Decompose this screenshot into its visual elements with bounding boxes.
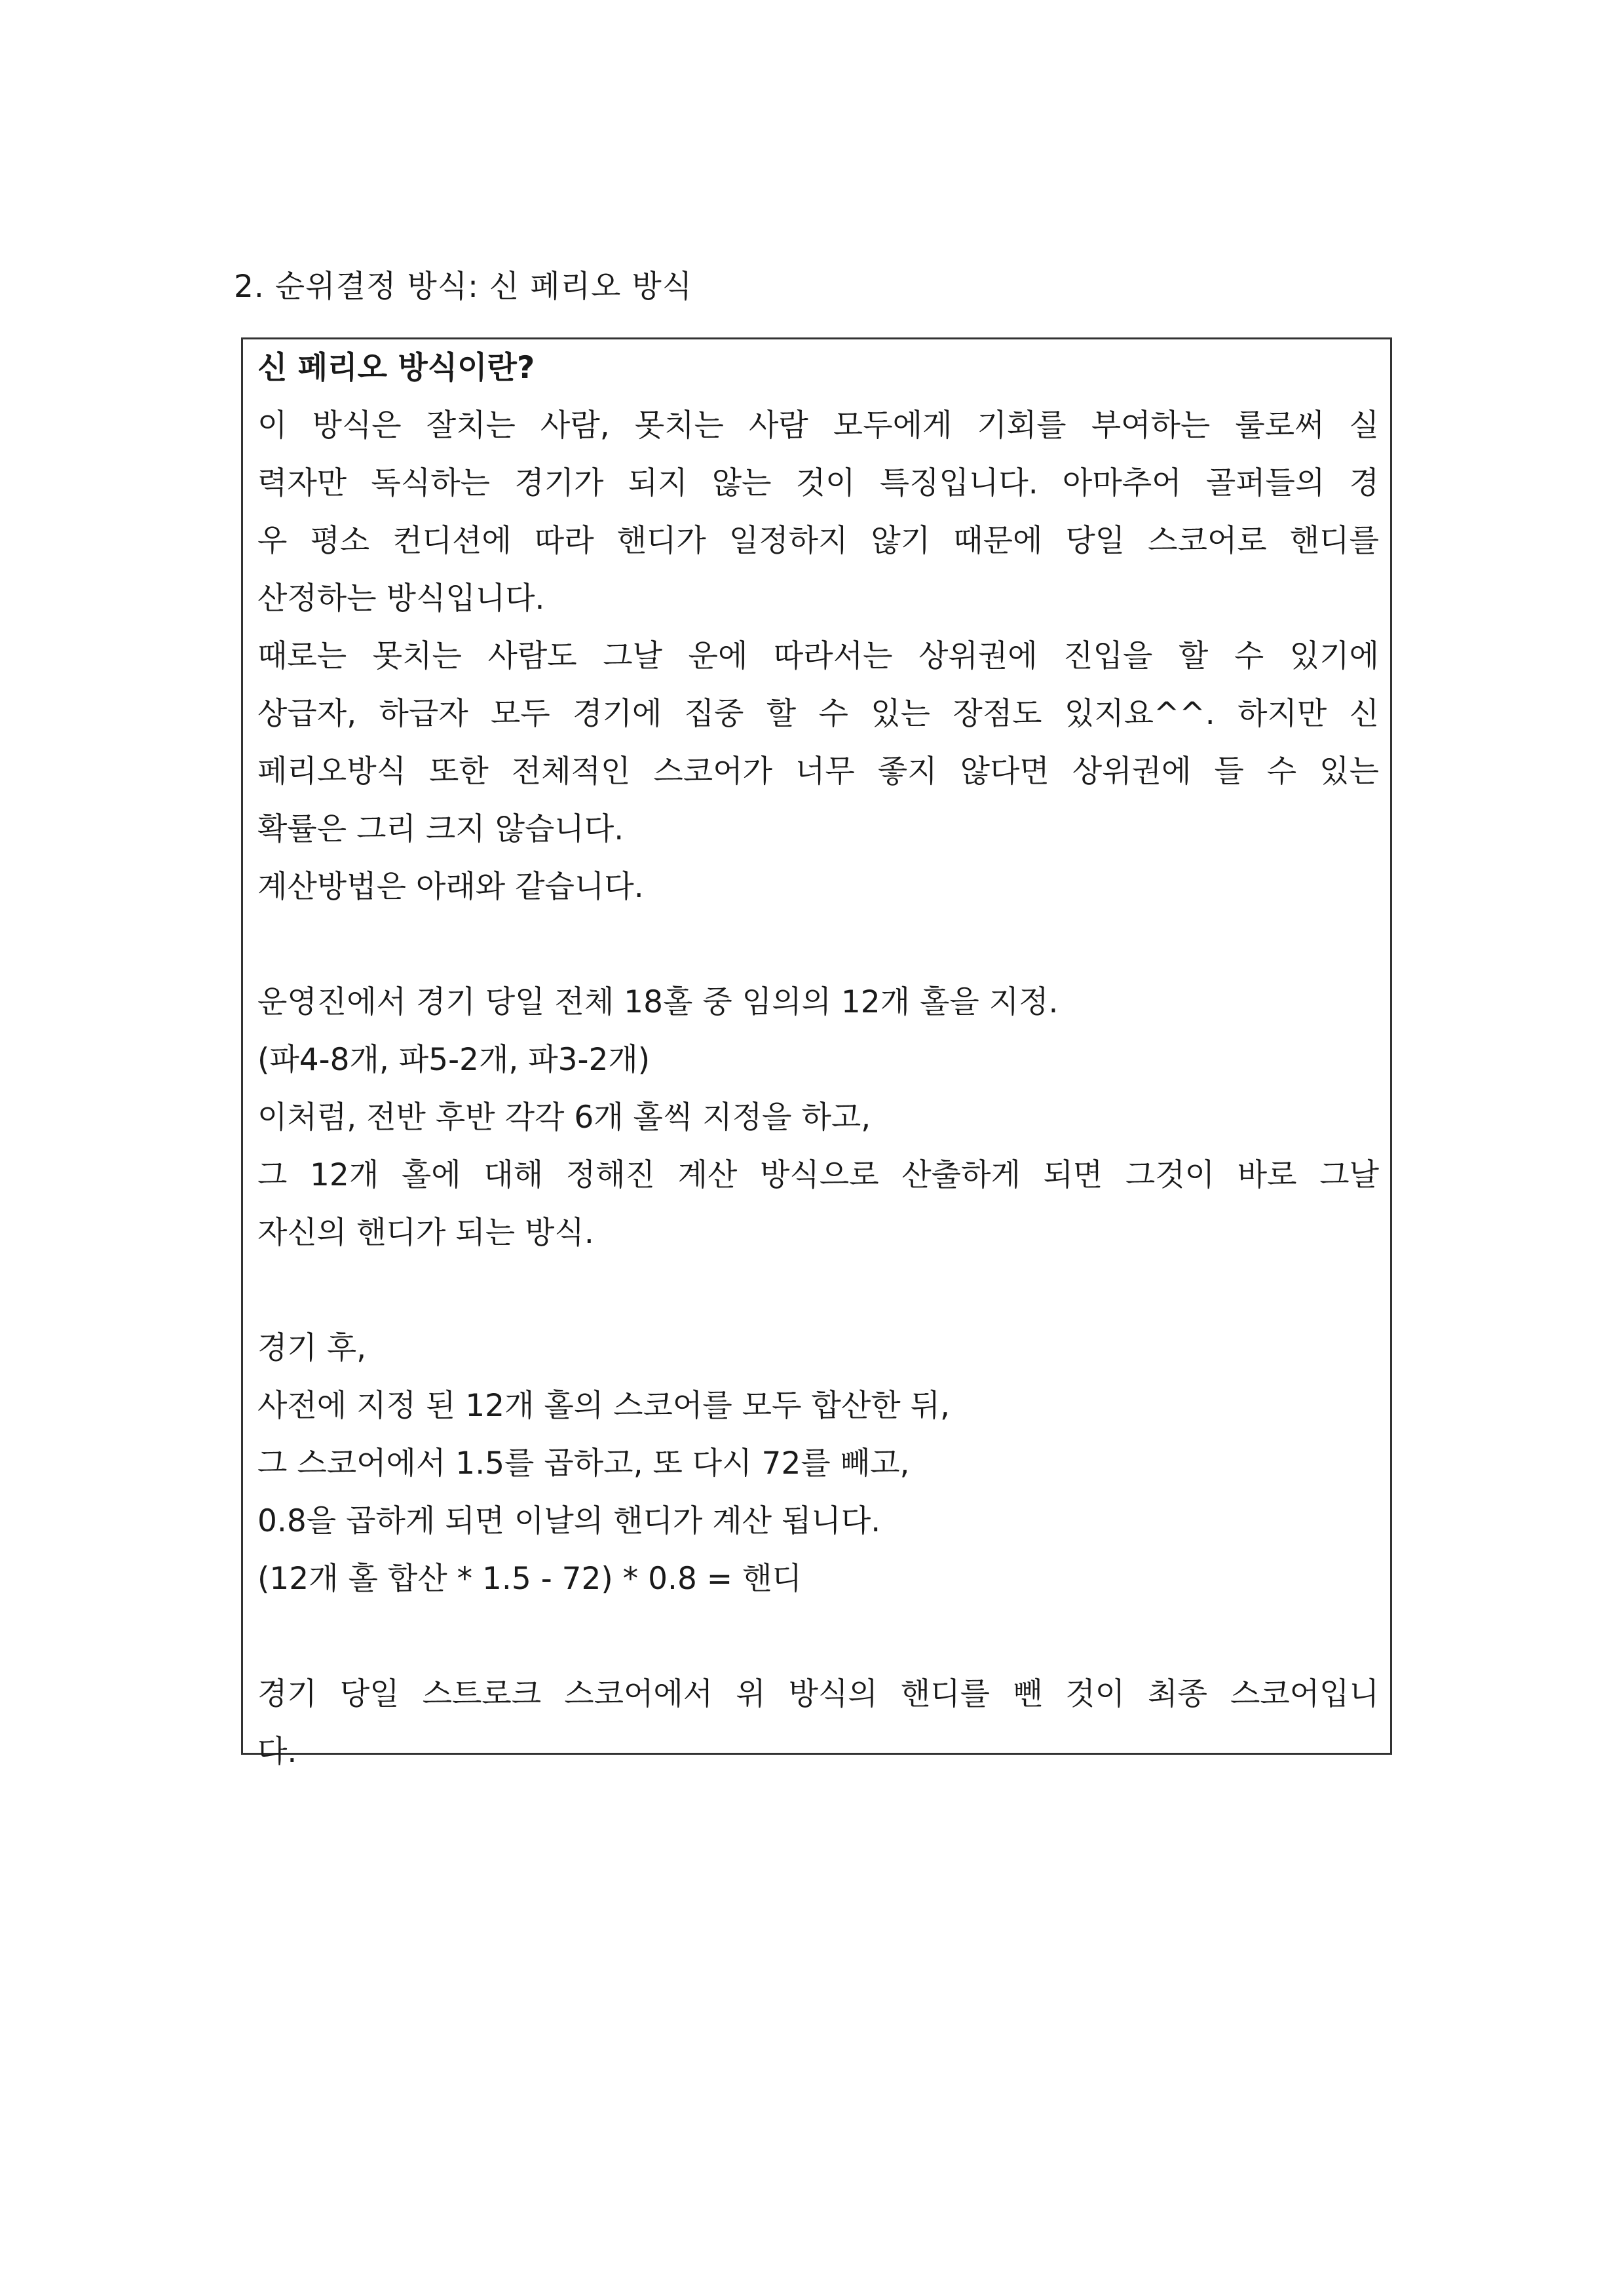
text-line: (12개 홀 합산 * 1.5 - 72) * 0.8 = 핸디 [257, 1561, 802, 1597]
text-line: 이 방식은 잘치는 사람, 못치는 사람 모두에게 기회를 부여하는 룰로써 실 [257, 408, 1379, 444]
text-line: 상급자, 하급자 모두 경기에 집중 할 수 있는 장점도 있지요^^. 하지만 신 [257, 696, 1379, 732]
blank-line [257, 1608, 1379, 1666]
text-line: 그 12개 홀에 대해 정해진 계산 방식으로 산출하게 되면 그것이 바로 그날 [257, 1157, 1379, 1193]
text-line: (파4-8개, 파5-2개, 파3-2개) [257, 1042, 651, 1078]
text-line: 그 스코어에서 1.5를 곱하고, 또 다시 72를 빼고, [257, 1445, 910, 1482]
content-box [241, 337, 1392, 1770]
text-line: 자신의 핸디가 되는 방식. [257, 1215, 594, 1251]
text-line: 경기 후, [257, 1330, 367, 1366]
text-line: 페리오방식 또한 전체적인 스코어가 너무 좋지 않다면 상위권에 들 수 있는 [257, 754, 1379, 790]
section-heading: 2. 순위결정 방식: 신 페리오 방식 [234, 269, 693, 305]
text-line: 사전에 지정 된 12개 홀의 스코어를 모두 합산한 뒤, [257, 1388, 950, 1424]
text-line: 이처럼, 전반 후반 각각 6개 홀씩 지정을 하고, [257, 1100, 871, 1136]
content-lines [257, 339, 1379, 1781]
text-line: 경기 당일 스트로크 스코어에서 위 방식의 핸디를 뺀 것이 최종 스코어입니 [257, 1676, 1379, 1712]
text-line: 때로는 못치는 사람도 그날 운에 따라서는 상위권에 진입을 할 수 있기에 [257, 638, 1379, 674]
text-line: 다. [257, 1734, 297, 1770]
text-line: 계산방법은 아래와 같습니다. [257, 869, 644, 905]
blank-line [257, 916, 1379, 974]
text-line: 운영진에서 경기 당일 전체 18홀 중 임의의 12개 홀을 지정. [257, 984, 1059, 1020]
box-title: 신 페리오 방식이란? [257, 350, 535, 386]
text-line: 산정하는 방식입니다. [257, 581, 545, 617]
text-line: 우 평소 컨디션에 따라 핸디가 일정하지 않기 때문에 당일 스코어로 핸디를 [257, 523, 1379, 559]
blank-line [257, 1262, 1379, 1320]
text-line: 확률은 그리 크지 않습니다. [257, 811, 624, 847]
text-line: 력자만 독식하는 경기가 되지 않는 것이 특징입니다. 아마추어 골퍼들의 경 [257, 465, 1379, 501]
text-line: 0.8을 곱하게 되면 이날의 핸디가 계산 됩니다. [257, 1503, 881, 1539]
